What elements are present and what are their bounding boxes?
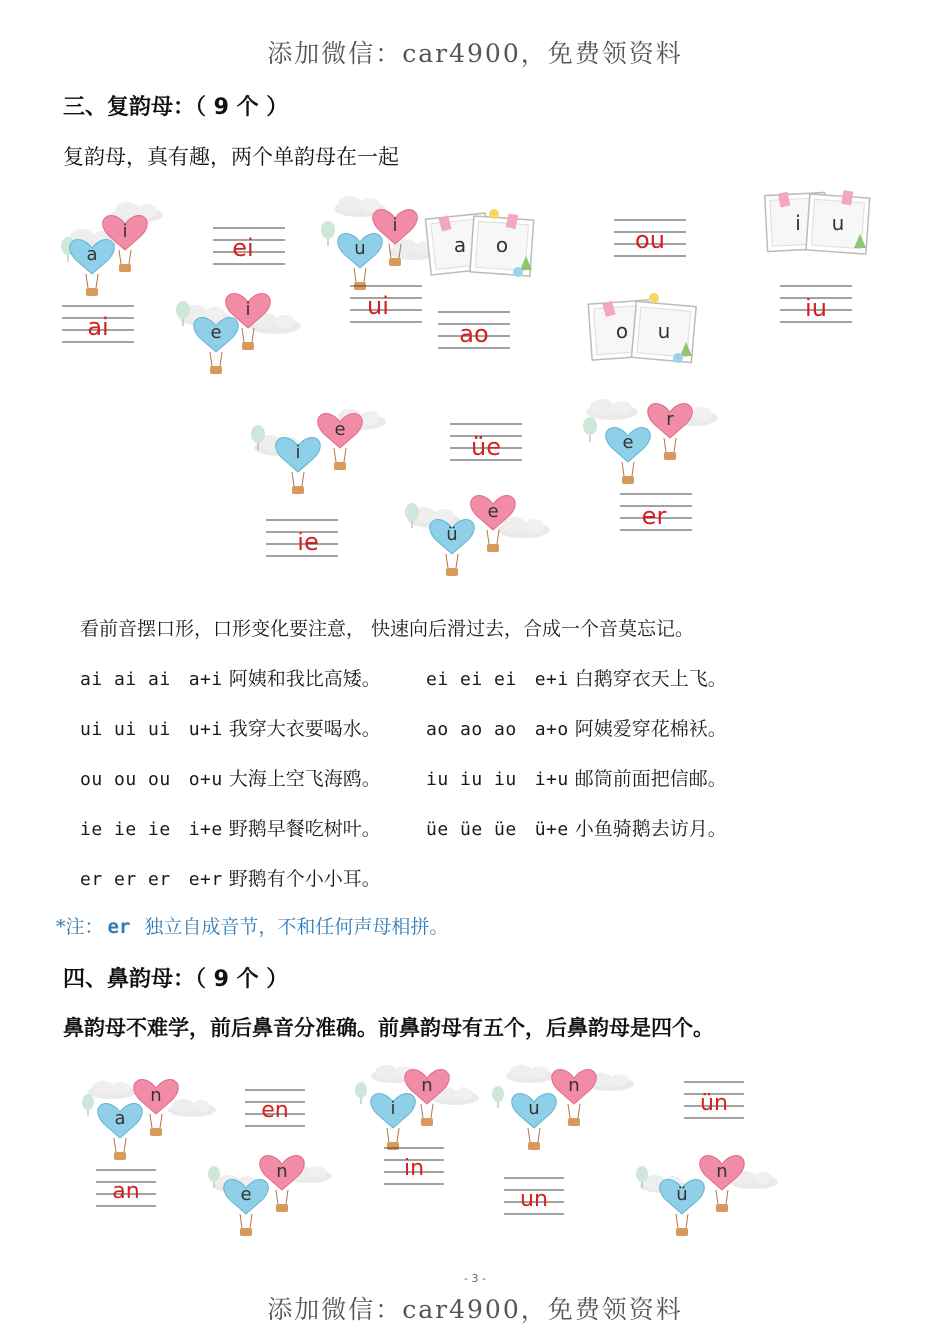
rhyme-repeat: ai ai ai — [80, 669, 171, 690]
er-note — [56, 912, 448, 939]
rhyme-formula: a+i — [188, 669, 223, 690]
card-letter: a — [453, 233, 467, 257]
rhyme-formula: o+u — [188, 769, 223, 790]
note-final: er — [107, 916, 131, 938]
rhyme-formula: ü+e — [534, 819, 569, 840]
rhyme-repeat: üe üe üe — [426, 819, 517, 840]
balloon-an-group — [82, 1080, 216, 1160]
watermark-bottom: 添加微信：car4900，免费领资料 — [267, 1295, 683, 1324]
balloon-letter: ü — [446, 524, 458, 545]
card-letter: o — [615, 319, 629, 343]
balloon-letter: i — [245, 299, 251, 320]
final-ue: üe — [471, 433, 501, 461]
balloon-letter: i — [390, 1098, 396, 1119]
final-ie: ie — [297, 528, 319, 556]
final-en: en — [261, 1098, 289, 1123]
balloon-un-group — [492, 1065, 634, 1150]
rhyme-formula: a+o — [534, 719, 569, 740]
final-un: un — [520, 1187, 548, 1212]
section-3-heading: 三、复韵母：（ 9 个 ） — [63, 95, 289, 120]
rhyme-text: 野鹅早餐吃树叶。 — [228, 818, 381, 840]
section-4-subtitle: 鼻韵母不难学，前后鼻音分准确。前鼻韵母有五个，后鼻韵母是四个。 — [63, 1016, 714, 1040]
section-4-heading: 四、鼻韵母：（ 9 个 ） — [63, 967, 289, 992]
balloon-uen-group — [636, 1156, 778, 1236]
rhyme-repeat: ei ei ei — [426, 669, 517, 690]
balloon-letter: u — [354, 238, 366, 259]
rhyme-text: 小鱼骑鹅去访月。 — [574, 818, 727, 840]
final-ao: ao — [459, 320, 489, 348]
balloon-letter: n — [716, 1161, 728, 1182]
final-uen: ün — [700, 1091, 728, 1116]
rhyme-repeat: er er er — [80, 869, 171, 890]
rhyme-repeat: ui ui ui — [80, 719, 171, 740]
rhyme-text: 白鹅穿衣天上飞。 — [574, 668, 727, 690]
rhyme-formula: i+e — [188, 819, 223, 840]
balloon-en-group — [208, 1156, 332, 1236]
note-text: 独立自成音节，不和任何声母相拼。 — [144, 916, 449, 938]
card-ou-group — [588, 293, 696, 363]
balloon-letter: n — [150, 1085, 162, 1106]
balloon-ue-group — [405, 496, 550, 576]
rhyme-formula: e+r — [188, 869, 223, 890]
balloon-letter: e — [240, 1184, 252, 1205]
balloon-letter: e — [487, 501, 499, 522]
balloon-ui-group — [321, 196, 441, 290]
card-ao-group — [425, 209, 533, 277]
final-er: er — [641, 502, 667, 530]
final-ai: ai — [87, 313, 109, 341]
rhyme-repeat: iu iu iu — [426, 769, 517, 790]
rhyme-text: 野鹅有个小小耳。 — [228, 868, 381, 890]
balloon-letter: ü — [676, 1184, 688, 1205]
rhyme-repeat: ao ao ao — [426, 719, 517, 740]
card-letter: u — [831, 211, 845, 235]
balloon-letter: a — [86, 244, 98, 265]
rhyme-row-1 — [80, 664, 727, 691]
balloon-letter: a — [114, 1108, 126, 1129]
rhyme-text: 邮筒前面把信邮。 — [574, 768, 727, 790]
rhyme-text: 阿姨爱穿花棉袄。 — [574, 718, 727, 740]
rhyme-row-5 — [80, 864, 381, 891]
balloon-ie-group — [251, 409, 386, 494]
balloon-letter: i — [392, 215, 398, 236]
watermark-top: 添加微信：car4900，免费领资料 — [267, 39, 683, 68]
final-in: in — [403, 1156, 425, 1181]
compound-finals-illustration — [0, 180, 950, 600]
rhyme-formula: u+i — [188, 719, 223, 740]
rhyme-text: 我穿大衣要喝水。 — [228, 718, 381, 740]
rhyme-row-2 — [80, 714, 727, 741]
final-ou: ou — [635, 226, 665, 254]
nasal-finals-illustration — [0, 1060, 950, 1250]
balloon-letter: e — [210, 322, 222, 343]
final-iu: iu — [805, 294, 827, 322]
rhyme-repeat: ou ou ou — [80, 769, 171, 790]
note-prefix: *注： — [56, 916, 104, 938]
balloon-letter: e — [622, 432, 634, 453]
intro-line: 看前音摆口形，口形变化要注意， 快速向后滑过去，合成一个音莫忘记。 — [80, 618, 695, 640]
card-letter: i — [795, 211, 801, 235]
card-iu-group — [765, 190, 870, 254]
balloon-in-group — [355, 1065, 479, 1150]
balloon-ei-group — [176, 294, 301, 374]
final-ui: ui — [367, 292, 389, 320]
rhyme-row-4 — [80, 814, 727, 841]
balloon-letter: i — [295, 442, 301, 463]
balloon-letter: n — [568, 1075, 580, 1096]
rhyme-formula: e+i — [534, 669, 569, 690]
rhyme-formula: i+u — [534, 769, 569, 790]
section-3-subtitle: 复韵母，真有趣，两个单韵母在一起 — [63, 145, 399, 169]
rhyme-text: 阿姨和我比高矮。 — [228, 668, 381, 690]
balloon-er-group — [583, 399, 718, 484]
balloon-ai-group — [61, 202, 163, 296]
balloon-letter: e — [334, 419, 346, 440]
rhyme-repeat: ie ie ie — [80, 819, 171, 840]
balloon-letter: u — [528, 1098, 540, 1119]
balloon-letter: n — [421, 1075, 433, 1096]
balloon-letter: n — [276, 1161, 288, 1182]
final-an: an — [112, 1179, 140, 1204]
rhyme-text: 大海上空飞海鸥。 — [228, 768, 381, 790]
final-ei: ei — [232, 234, 254, 262]
balloon-letter: r — [666, 409, 674, 430]
card-letter: o — [495, 233, 509, 257]
balloon-letter: i — [122, 221, 128, 242]
rhyme-row-3 — [80, 764, 727, 791]
page-number: - 3 - — [464, 1272, 486, 1285]
card-letter: u — [657, 319, 671, 343]
